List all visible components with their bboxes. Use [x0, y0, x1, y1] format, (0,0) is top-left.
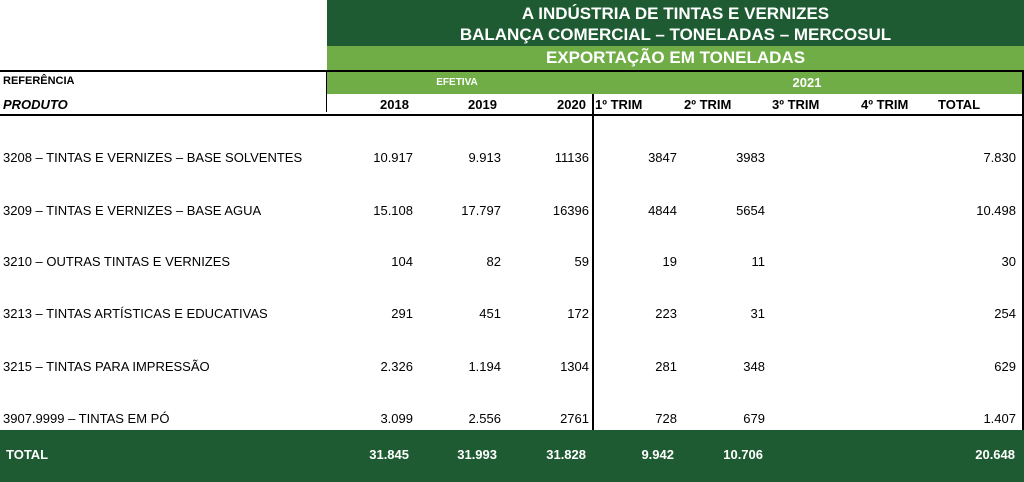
table-cell: 291 — [391, 306, 413, 321]
column-header-total: TOTAL — [938, 97, 981, 112]
table-cell: 4844 — [648, 203, 677, 218]
column-header-1-trim: 1º TRIM — [595, 97, 643, 112]
column-header-2018: 2018 — [380, 97, 409, 112]
table-cell: 19 — [662, 254, 677, 269]
table-cell: 10.917 — [373, 150, 413, 165]
title-line-1: A INDÚSTRIA DE TINTAS E VERNIZES — [521, 4, 830, 23]
column-header-row — [0, 94, 1024, 114]
table-cell: 3983 — [736, 150, 765, 165]
category-bar — [327, 72, 1024, 94]
category-2021: 2021 — [792, 75, 822, 90]
table-cell: 223 — [655, 306, 677, 321]
column-header-2020: 2020 — [557, 97, 586, 112]
divider — [0, 114, 1024, 116]
table-cell: 172 — [567, 306, 589, 321]
category-efetiva: EFETIVA — [436, 77, 478, 88]
total-row — [0, 430, 1024, 482]
column-header-2019: 2019 — [468, 97, 497, 112]
table-cell: 15.108 — [373, 203, 413, 218]
referencia-label: REFERÊNCIA — [3, 75, 75, 87]
table-cell: 30 — [1001, 254, 1016, 269]
table-cell: 679 — [743, 411, 765, 426]
table-cell: 59 — [574, 254, 589, 269]
row-label: 3210 – OUTRAS TINTAS E VERNIZES — [3, 254, 231, 269]
table-cell: 104 — [391, 254, 413, 269]
row-label: 3208 – TINTAS E VERNIZES – BASE SOLVENTES — [3, 150, 303, 165]
total-cell: 31.828 — [546, 447, 586, 462]
table-cell: 2.556 — [468, 411, 501, 426]
table-cell: 451 — [479, 306, 501, 321]
table-cell: 1.407 — [983, 411, 1016, 426]
table-cell: 10.498 — [976, 203, 1016, 218]
table-cell: 11136 — [554, 150, 589, 165]
total-cell: 10.706 — [723, 447, 763, 462]
table-cell: 3.099 — [380, 411, 413, 426]
table-cell: 348 — [743, 359, 765, 374]
table-cell: 31 — [750, 306, 765, 321]
table-cell: 11 — [751, 254, 765, 269]
table-cell: 5654 — [736, 203, 765, 218]
table-cell: 254 — [994, 306, 1016, 321]
table-cell: 9.913 — [468, 150, 501, 165]
table-cell: 728 — [655, 411, 677, 426]
table-cell: 1.194 — [468, 359, 501, 374]
table-cell: 16396 — [552, 203, 589, 218]
table-cell: 7.830 — [983, 150, 1016, 165]
total-cell: 9.942 — [641, 447, 674, 462]
total-label: TOTAL — [6, 447, 49, 462]
table-cell: 2761 — [560, 411, 589, 426]
column-header-3-trim: 3º TRIM — [772, 97, 820, 112]
table-cell: 2.326 — [380, 359, 413, 374]
row-label: 3215 – TINTAS PARA IMPRESSÃO — [3, 359, 210, 374]
table-cell: 17.797 — [461, 203, 501, 218]
total-cell: 31.845 — [369, 447, 409, 462]
report-subtitle: EXPORTAÇÃO EM TONELADAS — [327, 46, 1024, 70]
table-cell: 82 — [486, 254, 501, 269]
total-cell: 31.993 — [457, 447, 497, 462]
table-cell: 3847 — [648, 150, 677, 165]
total-cell: 20.648 — [975, 447, 1015, 462]
table-cell: 1304 — [560, 359, 589, 374]
produto-label: PRODUTO — [3, 97, 68, 112]
row-label: 3907.9999 – TINTAS EM PÓ — [3, 411, 170, 426]
column-header-4-trim: 4º TRIM — [861, 97, 909, 112]
table-cell: 629 — [994, 359, 1016, 374]
table-cell: 281 — [655, 359, 677, 374]
row-label: 3213 – TINTAS ARTÍSTICAS E EDUCATIVAS — [3, 306, 268, 321]
column-header-2-trim: 2º TRIM — [684, 97, 732, 112]
report-title — [327, 0, 1024, 46]
row-label: 3209 – TINTAS E VERNIZES – BASE AGUA — [3, 203, 262, 218]
divider — [592, 94, 594, 432]
title-line-2: BALANÇA COMERCIAL – TONELADAS – MERCOSUL — [459, 25, 892, 44]
